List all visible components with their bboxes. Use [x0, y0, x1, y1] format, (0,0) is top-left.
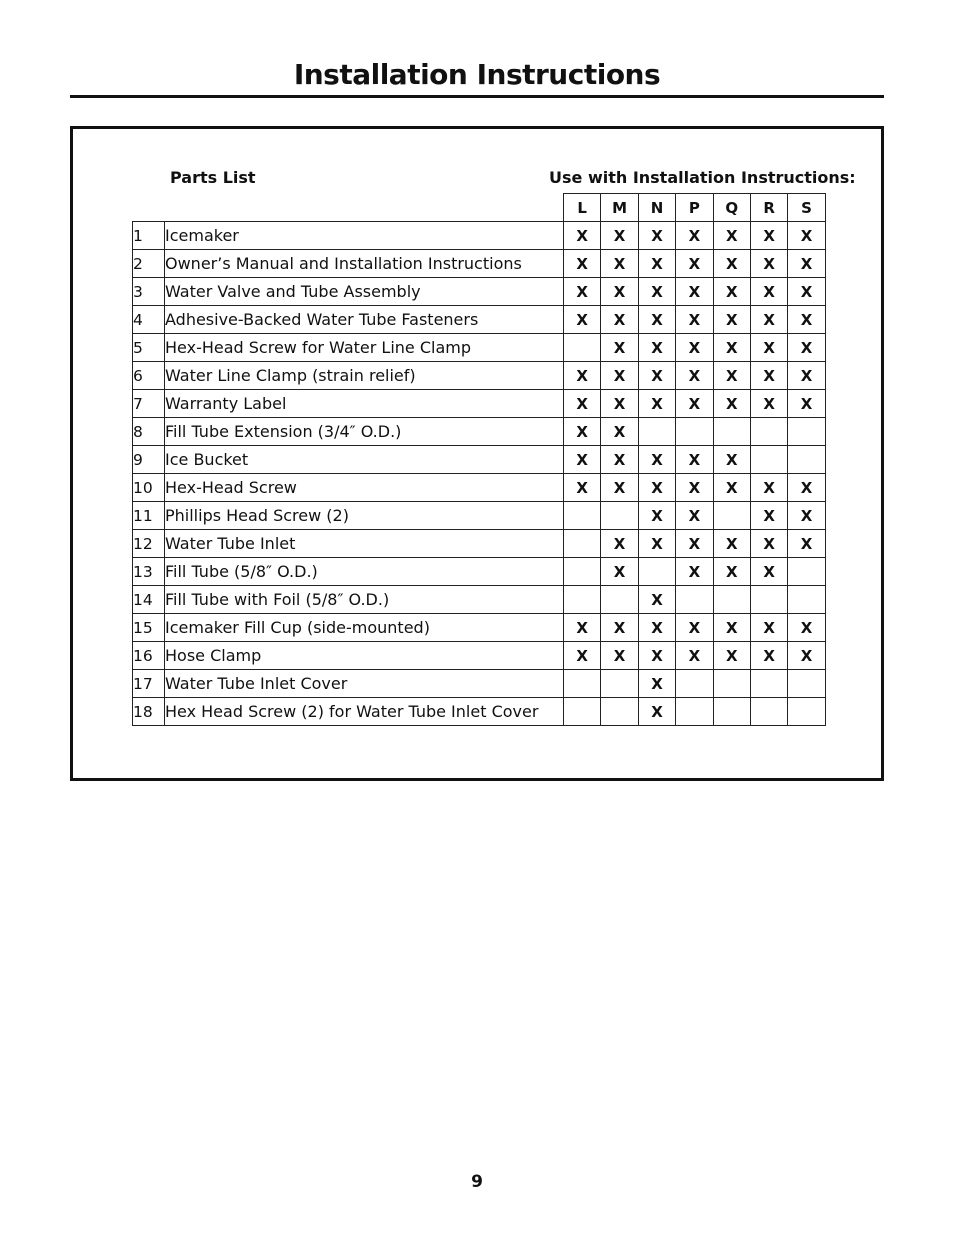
model-mark: X — [788, 278, 825, 306]
table-row — [133, 502, 826, 530]
model-mark — [638, 558, 675, 586]
model-mark: X — [676, 278, 713, 306]
model-mark: X — [713, 222, 750, 250]
table-row — [133, 362, 826, 390]
table-row — [133, 558, 826, 586]
part-number: 16 — [133, 642, 165, 670]
model-mark: X — [713, 446, 750, 474]
model-mark — [564, 530, 601, 558]
model-mark: X — [750, 306, 787, 334]
model-mark: X — [750, 614, 787, 642]
model-mark: X — [750, 278, 787, 306]
part-number: 18 — [133, 698, 165, 726]
model-mark — [750, 698, 787, 726]
model-mark: X — [638, 670, 675, 698]
part-number: 4 — [133, 306, 165, 334]
model-mark: X — [638, 278, 675, 306]
model-mark: X — [788, 642, 825, 670]
table-row — [133, 642, 826, 670]
model-mark: X — [713, 558, 750, 586]
part-number: 14 — [133, 586, 165, 614]
model-mark — [750, 670, 787, 698]
model-mark: X — [601, 334, 638, 362]
part-name: Phillips Head Screw (2) — [165, 502, 564, 530]
model-mark: X — [676, 362, 713, 390]
model-mark: X — [564, 614, 601, 642]
model-mark — [676, 586, 713, 614]
part-number: 3 — [133, 278, 165, 306]
part-name: Fill Tube with Foil (5/8″ O.D.) — [165, 586, 564, 614]
model-mark — [676, 698, 713, 726]
part-name: Fill Tube Extension (3/4″ O.D.) — [165, 418, 564, 446]
model-mark — [601, 698, 638, 726]
model-mark: X — [601, 278, 638, 306]
model-mark: X — [713, 362, 750, 390]
model-mark — [713, 418, 750, 446]
model-mark: X — [601, 530, 638, 558]
table-row — [133, 474, 826, 502]
model-mark: X — [676, 474, 713, 502]
model-mark: X — [601, 558, 638, 586]
model-mark — [676, 418, 713, 446]
model-mark — [564, 502, 601, 530]
model-mark: X — [638, 306, 675, 334]
model-mark: X — [750, 250, 787, 278]
model-mark: X — [788, 530, 825, 558]
model-mark: X — [676, 614, 713, 642]
table-row — [133, 446, 826, 474]
model-mark: X — [713, 474, 750, 502]
header-spacer — [133, 194, 165, 222]
model-mark: X — [564, 642, 601, 670]
table-row — [133, 614, 826, 642]
model-mark: X — [601, 390, 638, 418]
model-mark: X — [750, 530, 787, 558]
part-name: Icemaker — [165, 222, 564, 250]
model-mark: X — [676, 530, 713, 558]
part-number: 9 — [133, 446, 165, 474]
part-number: 7 — [133, 390, 165, 418]
model-mark: X — [638, 530, 675, 558]
model-header: S — [788, 194, 825, 222]
part-number: 8 — [133, 418, 165, 446]
model-mark: X — [676, 334, 713, 362]
table-row — [133, 418, 826, 446]
table-row — [133, 222, 826, 250]
part-name: Hose Clamp — [165, 642, 564, 670]
model-mark: X — [788, 474, 825, 502]
model-mark: X — [638, 502, 675, 530]
model-mark — [713, 670, 750, 698]
model-mark — [750, 586, 787, 614]
part-number: 15 — [133, 614, 165, 642]
model-mark: X — [638, 362, 675, 390]
model-mark: X — [638, 446, 675, 474]
table-row — [133, 334, 826, 362]
model-mark: X — [601, 306, 638, 334]
model-mark — [788, 418, 825, 446]
model-mark: X — [788, 502, 825, 530]
model-mark: X — [788, 614, 825, 642]
model-mark: X — [601, 614, 638, 642]
part-name: Hex Head Screw (2) for Water Tube Inlet Cover — [165, 698, 564, 726]
table-row — [133, 698, 826, 726]
part-number: 6 — [133, 362, 165, 390]
model-mark: X — [564, 474, 601, 502]
page-number: 9 — [471, 1172, 483, 1192]
model-mark — [564, 558, 601, 586]
part-name: Water Tube Inlet — [165, 530, 564, 558]
model-mark: X — [564, 222, 601, 250]
part-name: Hex-Head Screw for Water Line Clamp — [165, 334, 564, 362]
model-mark: X — [713, 306, 750, 334]
model-mark: X — [750, 502, 787, 530]
part-name: Hex-Head Screw — [165, 474, 564, 502]
table-row — [133, 390, 826, 418]
model-mark: X — [713, 390, 750, 418]
model-mark: X — [564, 250, 601, 278]
part-name: Ice Bucket — [165, 446, 564, 474]
model-mark: X — [676, 222, 713, 250]
model-mark — [638, 418, 675, 446]
model-mark: X — [638, 642, 675, 670]
model-mark: X — [564, 306, 601, 334]
page-title: Installation Instructions — [293, 58, 661, 91]
model-mark: X — [713, 250, 750, 278]
model-mark — [788, 586, 825, 614]
model-mark: X — [788, 390, 825, 418]
model-mark: X — [750, 390, 787, 418]
model-mark: X — [676, 558, 713, 586]
table-row — [133, 530, 826, 558]
model-mark: X — [788, 306, 825, 334]
model-mark — [788, 698, 825, 726]
model-mark: X — [638, 390, 675, 418]
model-mark: X — [713, 614, 750, 642]
part-number: 17 — [133, 670, 165, 698]
model-mark — [564, 670, 601, 698]
part-number: 11 — [133, 502, 165, 530]
model-mark: X — [713, 334, 750, 362]
part-name: Owner’s Manual and Installation Instructions — [165, 250, 564, 278]
model-mark: X — [638, 698, 675, 726]
model-mark: X — [788, 362, 825, 390]
part-number: 13 — [133, 558, 165, 586]
model-mark: X — [713, 530, 750, 558]
model-header: P — [676, 194, 713, 222]
use-with-heading: Use with Installation Instructions: — [549, 168, 856, 187]
part-name: Warranty Label — [165, 390, 564, 418]
model-mark: X — [564, 390, 601, 418]
model-mark: X — [750, 642, 787, 670]
model-header: Q — [713, 194, 750, 222]
model-mark: X — [713, 642, 750, 670]
model-mark: X — [638, 614, 675, 642]
table-row — [133, 250, 826, 278]
part-number: 10 — [133, 474, 165, 502]
table-row — [133, 306, 826, 334]
model-mark — [564, 586, 601, 614]
table-row — [133, 670, 826, 698]
model-mark: X — [750, 558, 787, 586]
model-mark: X — [601, 474, 638, 502]
model-mark: X — [638, 334, 675, 362]
model-mark — [601, 502, 638, 530]
model-mark: X — [601, 222, 638, 250]
part-name: Icemaker Fill Cup (side-mounted) — [165, 614, 564, 642]
model-mark — [713, 586, 750, 614]
parts-table — [132, 193, 826, 726]
model-mark: X — [713, 278, 750, 306]
model-mark: X — [601, 418, 638, 446]
model-mark: X — [638, 586, 675, 614]
model-mark — [750, 418, 787, 446]
part-number: 2 — [133, 250, 165, 278]
model-mark: X — [601, 362, 638, 390]
model-header: L — [564, 194, 601, 222]
model-mark — [564, 698, 601, 726]
model-mark: X — [750, 334, 787, 362]
model-mark: X — [638, 222, 675, 250]
part-name: Water Valve and Tube Assembly — [165, 278, 564, 306]
model-header: M — [601, 194, 638, 222]
part-number: 5 — [133, 334, 165, 362]
model-mark: X — [601, 250, 638, 278]
table-row — [133, 586, 826, 614]
model-mark — [601, 586, 638, 614]
model-header: N — [638, 194, 675, 222]
model-mark: X — [750, 222, 787, 250]
part-number: 12 — [133, 530, 165, 558]
part-name: Fill Tube (5/8″ O.D.) — [165, 558, 564, 586]
model-mark — [788, 446, 825, 474]
model-mark — [713, 502, 750, 530]
model-mark — [713, 698, 750, 726]
model-mark: X — [564, 446, 601, 474]
header-spacer — [165, 194, 564, 222]
table-row — [133, 278, 826, 306]
model-mark: X — [564, 362, 601, 390]
model-header-row — [133, 194, 826, 222]
part-name: Water Line Clamp (strain relief) — [165, 362, 564, 390]
model-mark — [788, 558, 825, 586]
parts-list-heading: Parts List — [170, 168, 256, 187]
model-mark: X — [564, 418, 601, 446]
model-mark — [750, 446, 787, 474]
title-divider — [70, 95, 884, 98]
model-mark: X — [601, 446, 638, 474]
model-header: R — [750, 194, 787, 222]
model-mark: X — [676, 446, 713, 474]
model-mark: X — [564, 278, 601, 306]
model-mark: X — [676, 306, 713, 334]
model-mark: X — [638, 250, 675, 278]
model-mark: X — [750, 474, 787, 502]
model-mark: X — [676, 250, 713, 278]
model-mark — [601, 670, 638, 698]
part-name: Adhesive-Backed Water Tube Fasteners — [165, 306, 564, 334]
model-mark: X — [676, 502, 713, 530]
model-mark — [676, 670, 713, 698]
model-mark: X — [676, 642, 713, 670]
parts-table-body — [133, 222, 826, 726]
model-mark: X — [788, 222, 825, 250]
model-mark — [564, 334, 601, 362]
model-mark: X — [788, 250, 825, 278]
model-mark: X — [638, 474, 675, 502]
model-mark: X — [788, 334, 825, 362]
model-mark: X — [750, 362, 787, 390]
part-number: 1 — [133, 222, 165, 250]
model-mark: X — [676, 390, 713, 418]
part-name: Water Tube Inlet Cover — [165, 670, 564, 698]
model-mark — [788, 670, 825, 698]
model-mark: X — [601, 642, 638, 670]
